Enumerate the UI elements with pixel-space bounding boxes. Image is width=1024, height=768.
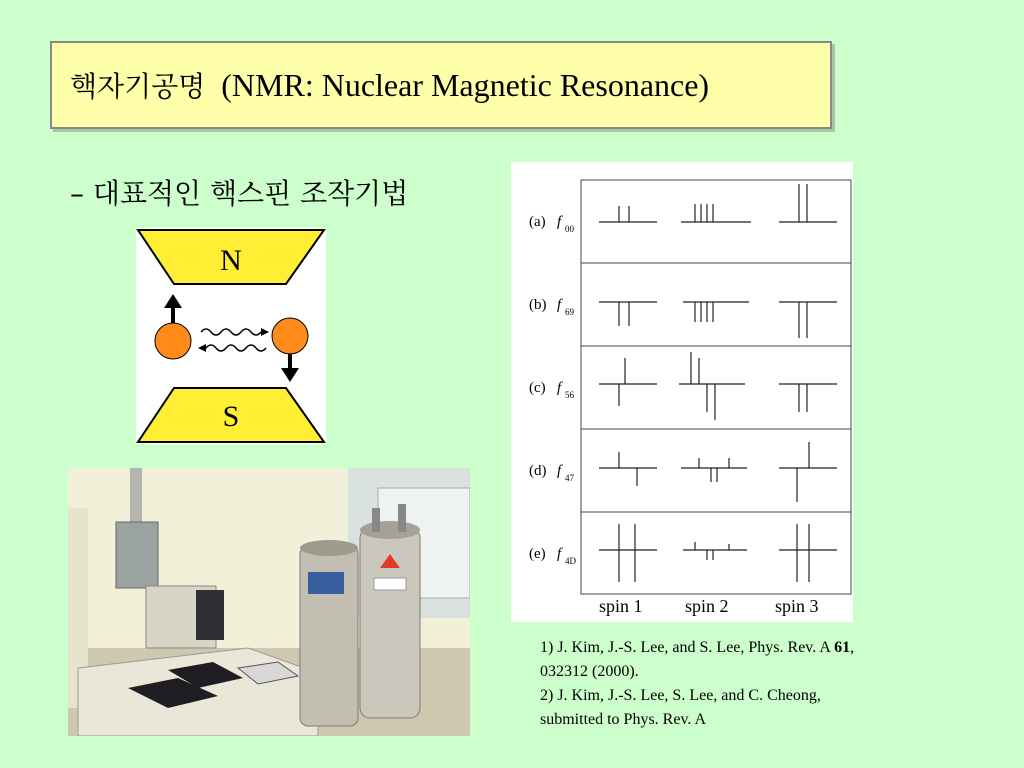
svg-text:56: 56 <box>565 390 574 400</box>
svg-text:00: 00 <box>565 224 574 234</box>
svg-text:f: f <box>557 214 562 230</box>
bullet-text: 대표적인 핵스핀 조작기법 <box>92 177 409 210</box>
title-english: (NMR: Nuclear Magnetic Resonance) <box>221 66 710 103</box>
svg-text:f: f <box>557 380 562 396</box>
svg-text:(d): (d) <box>529 463 547 479</box>
south-label: S <box>222 400 240 433</box>
svg-text:(c): (c) <box>529 380 546 396</box>
svg-text:47: 47 <box>565 473 574 483</box>
svg-text:f: f <box>557 297 562 313</box>
row-label-b <box>529 297 575 317</box>
reference-1-volume: 61 <box>834 639 851 656</box>
bullet-dash: – <box>70 177 84 210</box>
wave-left <box>206 345 266 351</box>
svg-text:f: f <box>557 546 562 562</box>
left-spin <box>155 323 191 359</box>
row-label-d <box>529 463 575 483</box>
magnet-svg <box>136 228 326 444</box>
right-spin <box>272 318 308 354</box>
reference-2: 2) J. Kim, J.-S. Lee, S. Lee, and C. Cheong, <box>540 687 821 704</box>
spin-down-arrowhead <box>281 368 299 382</box>
svg-text:f: f <box>557 463 562 479</box>
reference-1-text: 1) J. Kim, J.-S. Lee, and S. Lee, Phys. Rev. A <box>540 639 835 656</box>
magnet-diagram <box>136 228 326 444</box>
svg-text:69: 69 <box>565 307 574 317</box>
nmr-spectra-figure <box>511 162 853 622</box>
spin-up-arrowhead <box>164 294 182 308</box>
svg-text:4D: 4D <box>565 556 576 566</box>
reference-1 <box>540 636 980 660</box>
references <box>540 636 980 732</box>
reference-2-cont: submitted to Phys. Rev. A <box>540 711 707 728</box>
row-label-a <box>529 214 575 234</box>
svg-text:(e): (e) <box>529 546 546 562</box>
spectra-svg <box>511 162 853 622</box>
svg-text:(b): (b) <box>529 297 547 313</box>
row-label-e <box>529 546 577 566</box>
slide-title <box>50 41 832 129</box>
title-korean: 핵자기공명 <box>70 70 206 103</box>
column-label-spin1: spin 1 <box>599 596 643 616</box>
north-label: N <box>220 244 242 277</box>
column-label-spin3: spin 3 <box>775 596 819 616</box>
photo-svg <box>68 468 470 736</box>
wave-left-head <box>198 344 206 352</box>
column-label-spin2: spin 2 <box>685 596 729 616</box>
spectra-traces <box>599 184 837 582</box>
nmr-lab-photo <box>68 468 470 736</box>
wave-right-head <box>261 328 269 336</box>
reference-1-cont: 032312 (2000). <box>540 663 639 680</box>
wave-right <box>201 329 261 335</box>
svg-text:(a): (a) <box>529 214 546 230</box>
bullet-line <box>70 172 408 212</box>
reference-1-comma: , <box>850 639 855 656</box>
row-label-c <box>529 380 575 400</box>
